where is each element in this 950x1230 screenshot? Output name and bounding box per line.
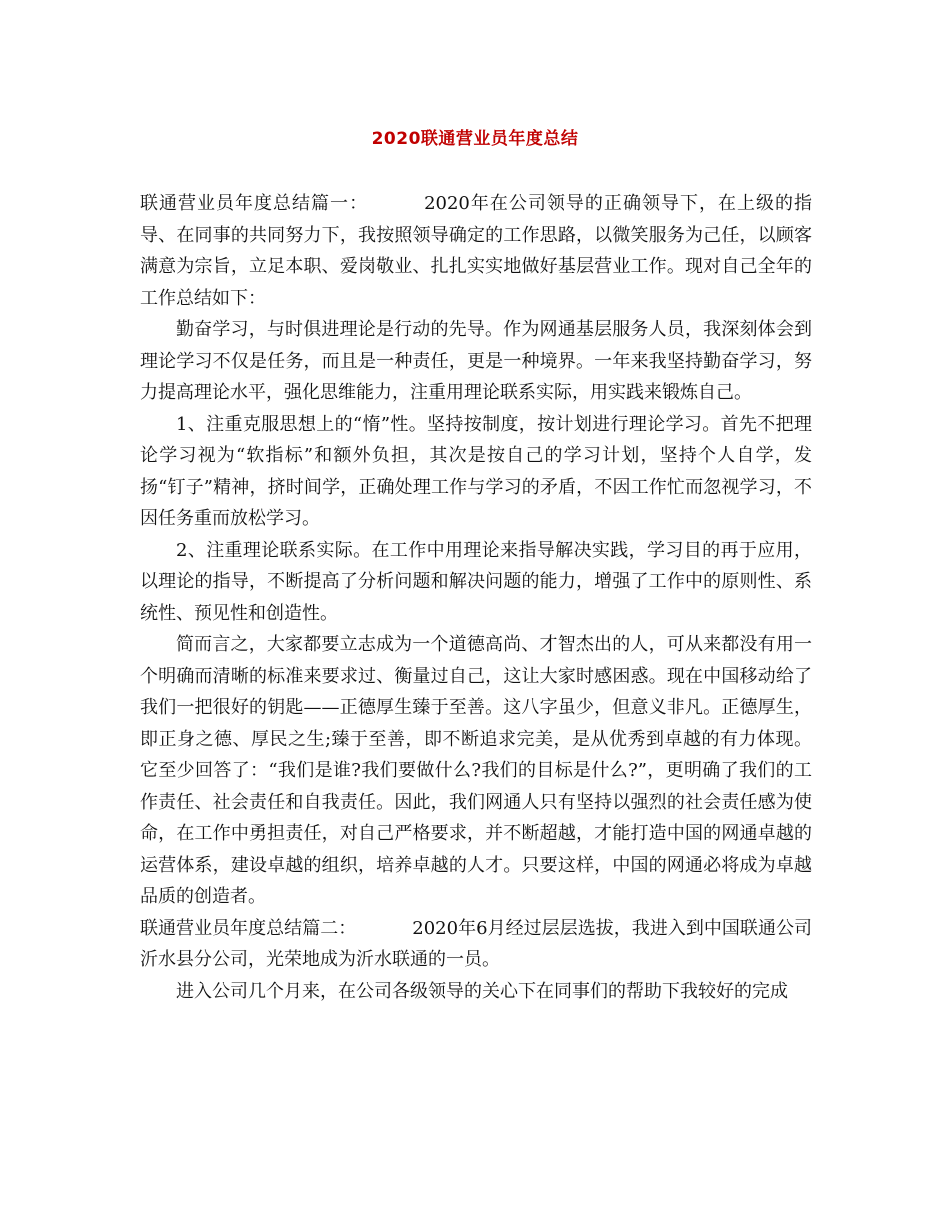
section-heading: 联通营业员年度总结篇一： (140, 193, 369, 214)
document-title: 2020联通营业员年度总结 (371, 129, 579, 149)
paragraph-5: 简而言之，大家都要立志成为一个道德高尚、才智杰出的人，可从来都没有用一个明确而清晰的标准来要求过、衡量过自己，这让大家时感困惑。现在中国移动给了我们一把很好的钥匙——正德厚生臻于至善。这八字虽少，但意义非凡。正德厚生，即正身之德、厚民之生;臻于至善，即不断追求完美，是从优秀到卓越的有力体现。它至少回答了：“我们是谁?我们要做什么?我们的目标是什么?”，更明确了我们的工作责任、社会责任和自我责任。因此，我们网通人只有坚持以强烈的社会责任感为使命，在工作中勇担责任，对自己严格要求，并不断超越，才能打造中国的网通卓越的运营体系，建设卓越的组织，培养卓越的人才。只要这样，中国的网通必将成为卓越品质的创造者。 (140, 634, 812, 907)
paragraph-2: 勤奋学习，与时俱进理论是行动的先导。作为网通基层服务人员，我深刻体会到理论学习不仅是任务，而且是一种责任，更是一种境界。一年来我坚持勤奋学习，努力提高理论水平，强化思维能力，注重用理论联系实际，用实践来锻炼自己。 (140, 319, 812, 403)
paragraph-text: 2020年在公司领导的正确领导下，在上级的指导、在同事的共同努力下，我按照领导确定的工作思路，以微笑服务为己任，以顾客满意为宗旨，立足本职、爱岗敬业、扎扎实实地做好基层营业工作。现对自己全年的工作总结如下： (140, 193, 812, 309)
document-body (140, 188, 812, 1007)
paragraph-1 (140, 188, 812, 314)
paragraph-7: 进入公司几个月来，在公司各级领导的关心下在同事们的帮助下我较好的完成 (176, 980, 788, 1002)
section-heading: 联通营业员年度总结篇二： (140, 917, 357, 939)
paragraph-6 (140, 913, 812, 976)
paragraph-3: 1、注重克服思想上的“惰”性。坚持按制度，按计划进行理论学习。首先不把理论学习视为“软指标”和额外负担，其次是按自己的学习计划，坚持个人自学，发扬“钉子”精神，挤时间学，正确处理工作与学习的矛盾，不因工作忙而忽视学习，不因任务重而放松学习。 (140, 413, 812, 529)
paragraph-text: 2020年6月经过层层选拔，我进入到中国联通公司沂水县分公司，光荣地成为沂水联通的一员。 (140, 917, 812, 970)
paragraph-4: 2、注重理论联系实际。在工作中用理论来指导解决实践，学习目的再于应用，以理论的指导，不断提高了分析问题和解决问题的能力，增强了工作中的原则性、系统性、预见性和创造性。 (140, 539, 812, 624)
